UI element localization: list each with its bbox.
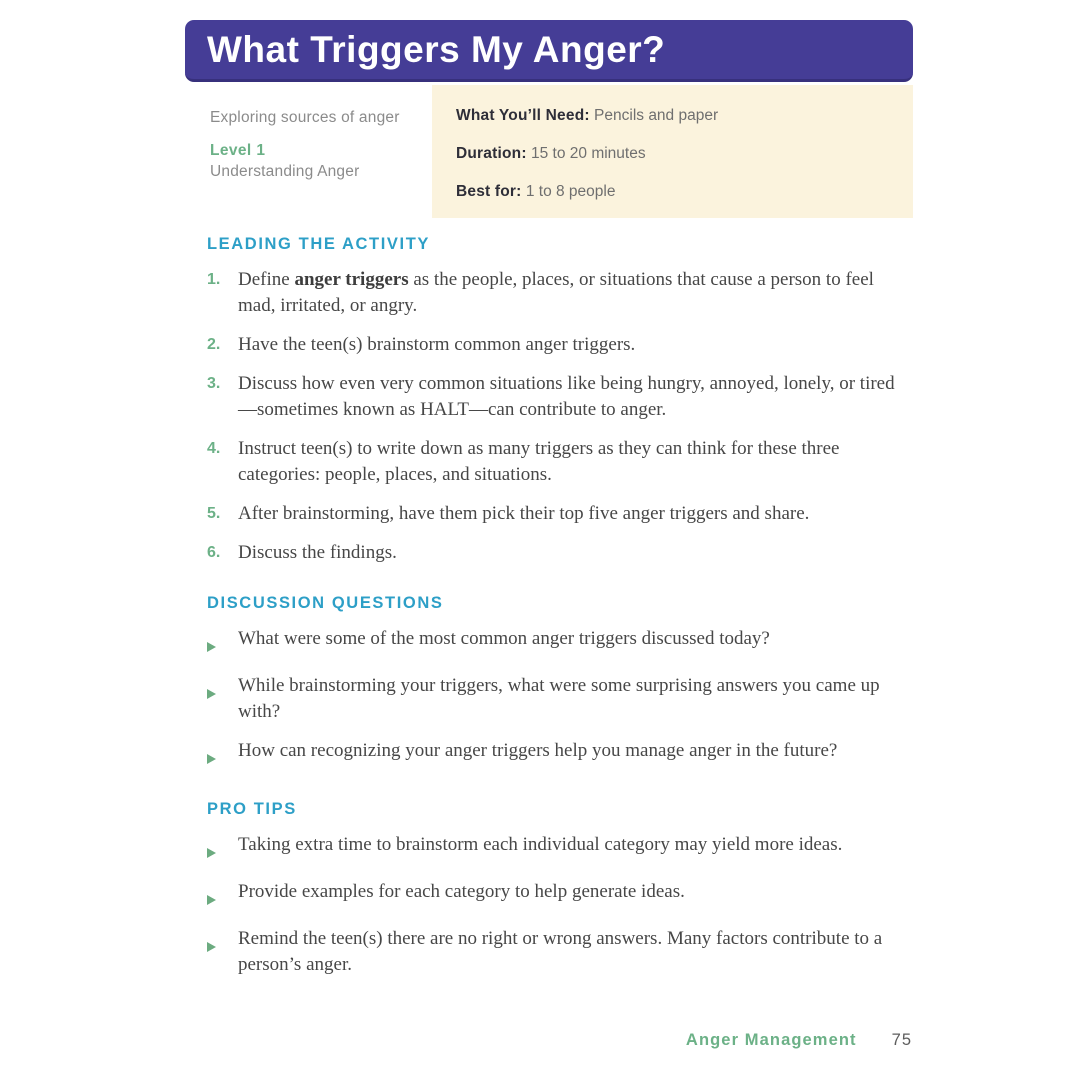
info-label: Duration: <box>456 145 527 162</box>
step-text: Define anger triggers as the people, places, or situations that cause a person to feel mad, irritated, or angry. <box>238 269 874 316</box>
info-line-duration <box>456 144 889 164</box>
question-text: What were some of the most common anger triggers discussed today? <box>238 628 770 649</box>
triangle-bullet-icon <box>207 738 238 772</box>
tip-text: Remind the teen(s) there are no right or wrong answers. Many factors contribute to a person’s anger. <box>238 928 883 975</box>
discussion-question <box>207 626 911 660</box>
triangle-bullet-icon <box>207 673 238 725</box>
info-label: What You’ll Need: <box>456 107 590 124</box>
info-value: 15 to 20 minutes <box>526 145 646 162</box>
numbered-step <box>207 267 911 319</box>
activity-level-name: Understanding Anger <box>210 163 360 180</box>
page-footer <box>686 1031 912 1050</box>
bold-term: anger triggers <box>294 269 409 290</box>
section-heading-discussion-questions: DISCUSSION QUESTIONS <box>207 594 444 612</box>
activity-subtitle: Exploring sources of anger <box>210 109 400 126</box>
step-text: Discuss how even very common situations like being hungry, annoyed, lonely, or tired—sometimes known as HALT—can contribute to anger. <box>238 373 895 420</box>
page-number: 75 <box>891 1031 912 1049</box>
info-label: Best for: <box>456 183 522 200</box>
step-text: Discuss the findings. <box>238 542 397 563</box>
chapter-title: Anger Management <box>685 1031 857 1049</box>
question-text: How can recognizing your anger triggers help you manage anger in the future? <box>238 740 838 761</box>
section-heading-pro-tips: PRO TIPS <box>207 800 297 818</box>
info-box <box>432 85 913 218</box>
numbered-step <box>207 501 911 527</box>
discussion-question <box>207 673 911 725</box>
step-text: After brainstorming, have them pick their top five anger triggers and share. <box>238 503 810 524</box>
discussion-question <box>207 738 911 772</box>
step-number: 4. <box>207 440 221 457</box>
numbered-step <box>207 371 911 423</box>
main-content <box>185 235 913 978</box>
tip-text: Taking extra time to brainstorm each individual category may yield more ideas. <box>238 834 843 855</box>
step-text: Have the teen(s) brainstorm common anger triggers. <box>238 334 636 355</box>
numbered-step <box>207 436 911 488</box>
pro-tip <box>207 879 911 913</box>
step-number: 1. <box>207 271 221 288</box>
page-title: What Triggers My Anger? <box>207 28 666 70</box>
page-content <box>185 20 913 991</box>
tip-text: Provide examples for each category to help generate ideas. <box>238 881 685 902</box>
activity-meta <box>185 85 432 218</box>
pro-tip <box>207 832 911 866</box>
info-line-best-for <box>456 182 889 202</box>
step-number: 2. <box>207 336 221 353</box>
info-value: 1 to 8 people <box>521 183 616 200</box>
triangle-bullet-icon <box>207 879 238 913</box>
info-value: Pencils and paper <box>589 107 719 124</box>
triangle-bullet-icon <box>207 626 238 660</box>
triangle-bullet-icon <box>207 926 238 978</box>
numbered-step <box>207 332 911 358</box>
step-number: 3. <box>207 375 221 392</box>
pro-tip <box>207 926 911 978</box>
triangle-bullet-icon <box>207 832 238 866</box>
meta-row <box>185 85 913 218</box>
activity-level: Level 1 <box>210 142 266 159</box>
info-line-materials <box>456 106 889 126</box>
section-heading-leading-the-activity: LEADING THE ACTIVITY <box>207 235 430 253</box>
step-text: Instruct teen(s) to write down as many triggers as they can think for these three categories: people, places, and situations. <box>238 438 840 485</box>
question-text: While brainstorming your triggers, what were some surprising answers you came up with? <box>238 675 880 722</box>
numbered-step <box>207 540 911 566</box>
step-number: 6. <box>207 544 221 561</box>
step-number: 5. <box>207 505 221 522</box>
title-banner <box>185 20 913 82</box>
